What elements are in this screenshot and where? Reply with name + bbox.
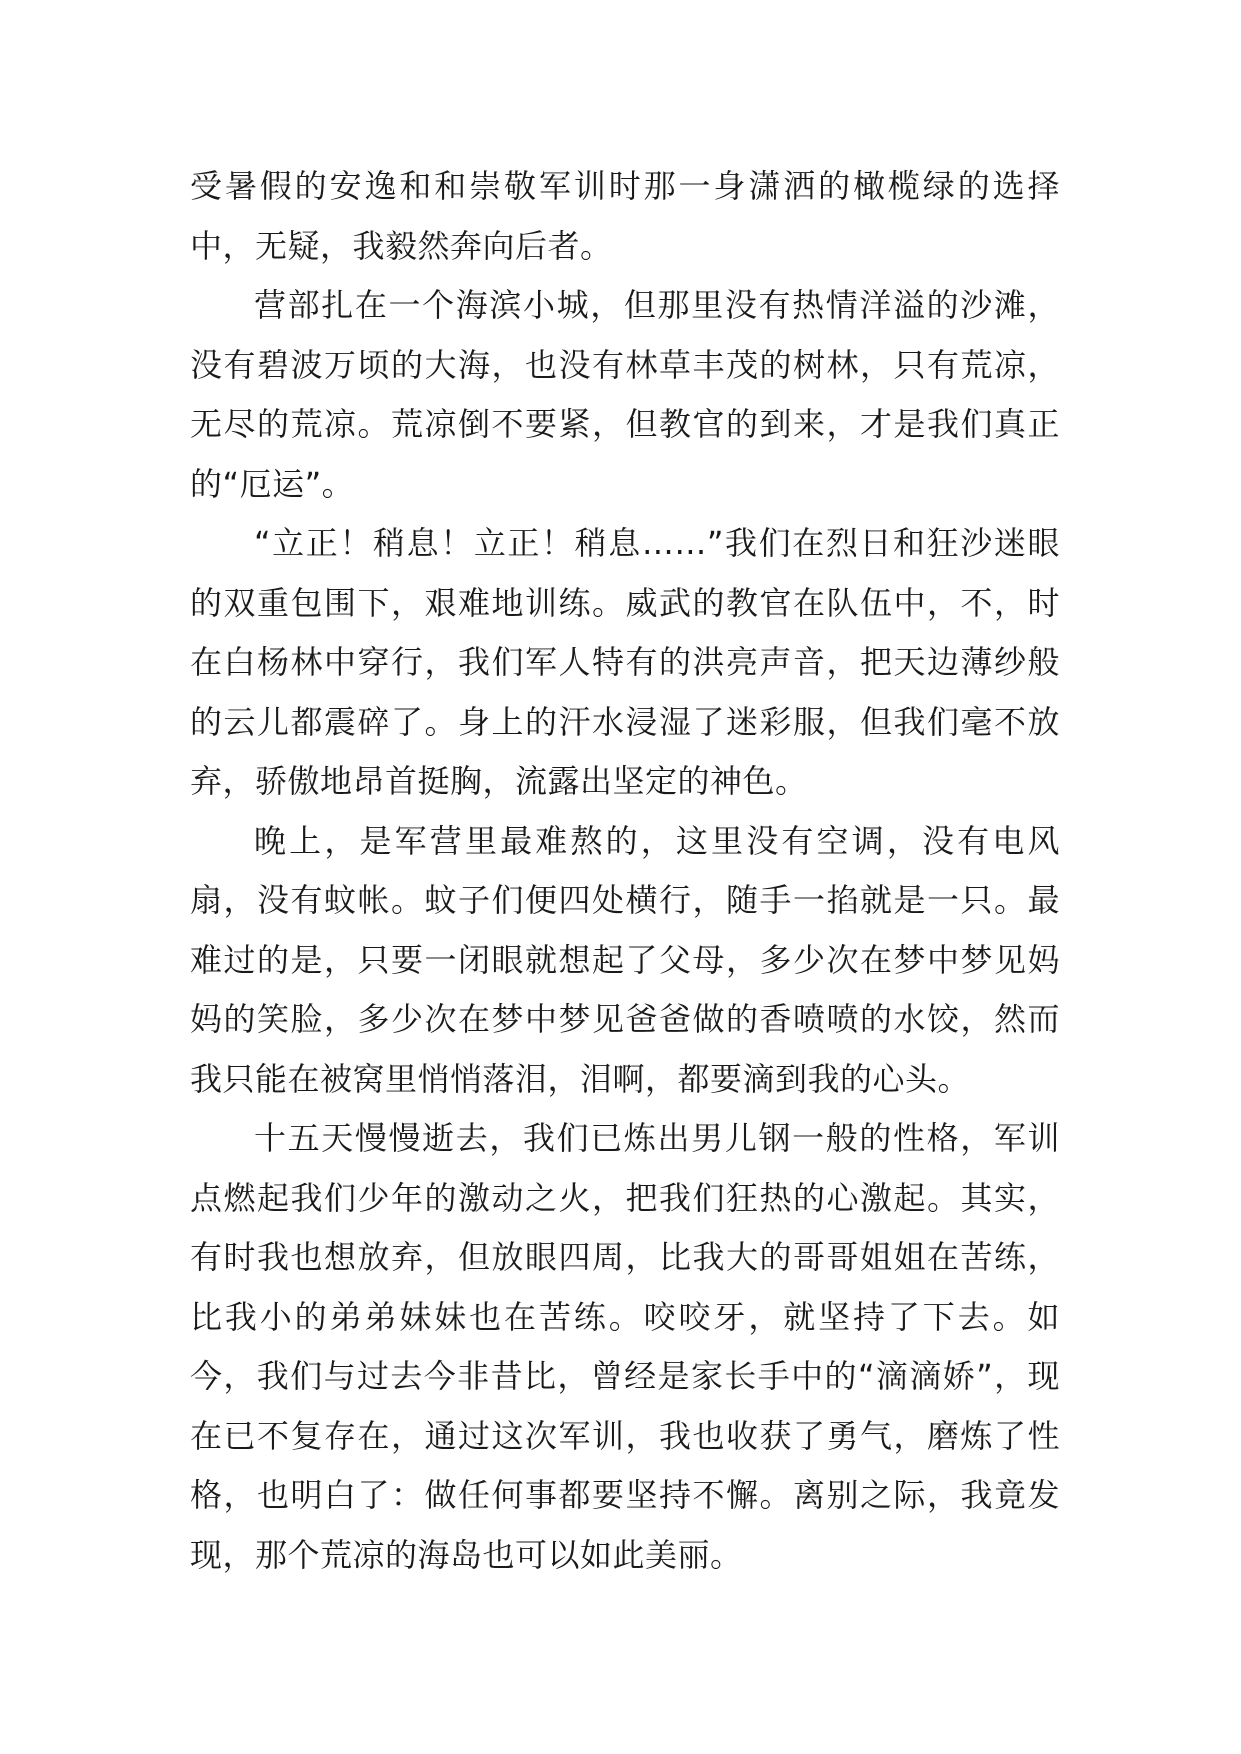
paragraph-continuation: 受暑假的安逸和和崇敬军训时那一身潇洒的橄榄绿的选择中，无疑，我毅然奔向后者。: [190, 167, 1060, 265]
paragraph-night: 晚上，是军营里最难熬的，这里没有空调，没有电风扇，没有蚊帐。蚊子们便四处横行，随手一掐就是一只。最难过的是，只要一闭眼就想起了父母，多少次在梦中梦见妈妈的笑脸，多少次在梦中梦见爸爸做的香喷喷的水饺，然而我只能在被窝里悄悄落泪，泪啊，都要滴到我的心头。: [190, 821, 1060, 1098]
paragraph-camp-location: 营部扎在一个海滨小城，但那里没有热情洋溢的沙滩，没有碧波万顷的大海，也没有林草丰茂的树林，只有荒凉，无尽的荒凉。荒凉倒不要紧，但教官的到来，才是我们真正的“厄运”。: [190, 286, 1060, 503]
essay-body: [190, 157, 1060, 1585]
paragraph-training: “立正！稍息！立正！稍息……”我们在烈日和狂沙迷眼的双重包围下，艰难地训练。威武的教官在队伍中，不，时在白杨林中穿行，我们军人特有的洪亮声音，把天边薄纱般的云儿都震碎了。身上的汗水浸湿了迷彩服，但我们毫不放弃，骄傲地昂首挺胸，流露出坚定的神色。: [190, 524, 1060, 800]
paragraph-conclusion: 十五天慢慢逝去，我们已炼出男儿钢一般的性格，军训点燃起我们少年的激动之火，把我们狂热的心激起。其实，有时我也想放弃，但放眼四周，比我大的哥哥姐姐在苦练，比我小的弟弟妹妹也在苦练。咬咬牙，就坚持了下去。如今，我们与过去今非昔比，曾经是家长手中的“滴滴娇”，现在已不复存在，通过这次军训，我也收获了勇气，磨炼了性格，也明白了：做任何事都要坚持不懈。离别之际，我竟发现，那个荒凉的海岛也可以如此美丽。: [190, 1119, 1060, 1574]
